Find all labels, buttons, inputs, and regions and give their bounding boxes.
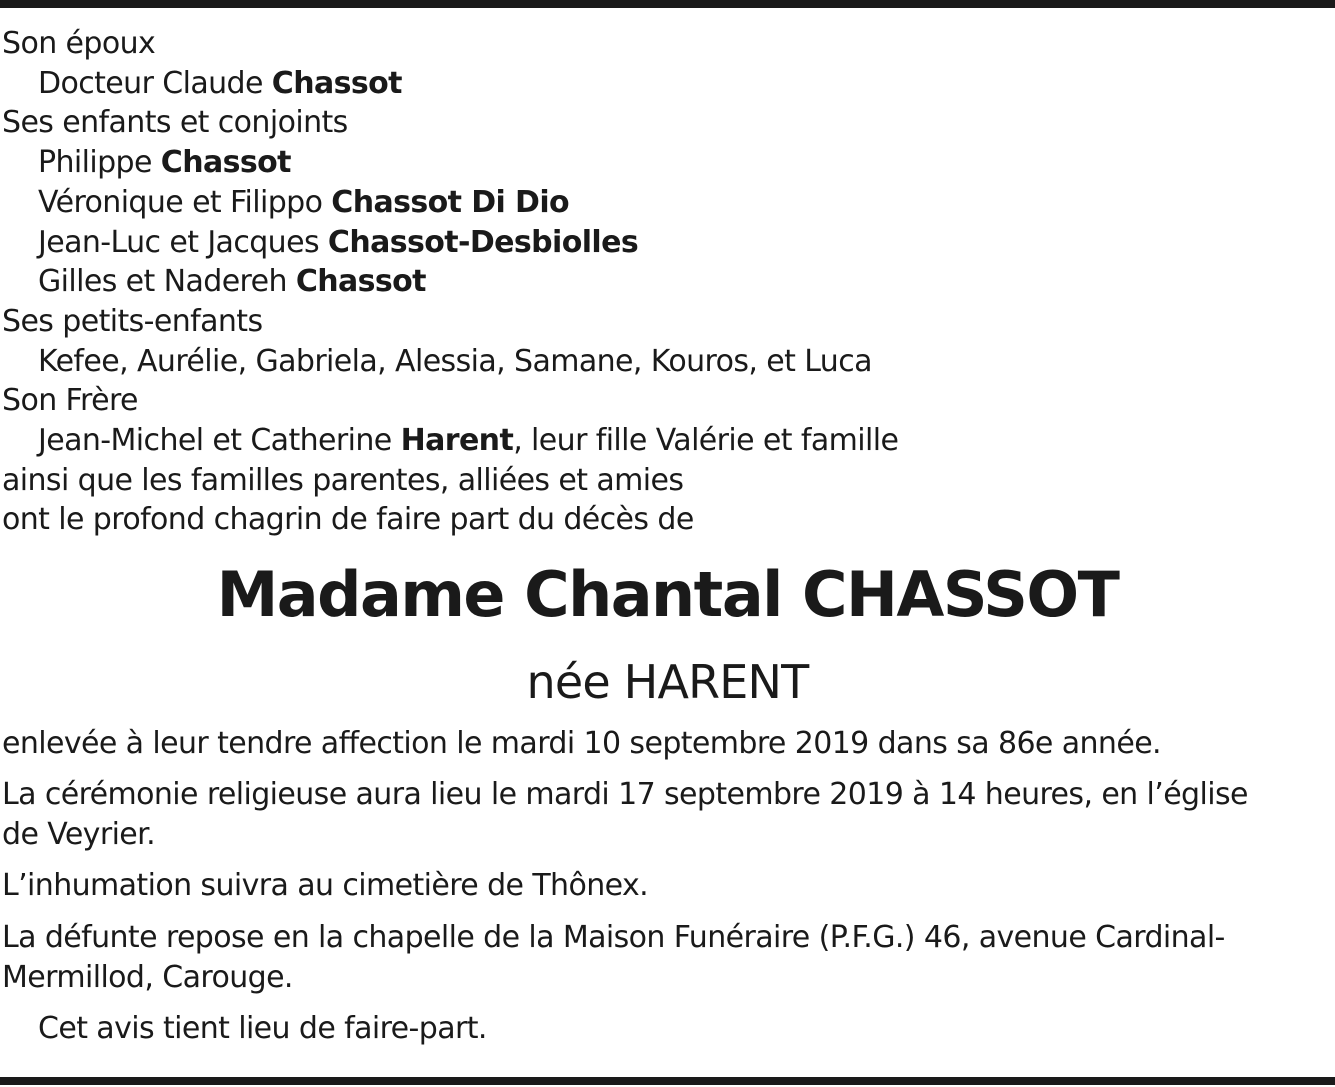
spouse-heading: Son époux (2, 26, 156, 61)
child-last-name: Chassot-Desbiolles (327, 224, 639, 260)
child-entry (2, 223, 1332, 263)
deceased-name: Madame Chantal CHASSOT (216, 558, 1119, 631)
child-entry (2, 262, 1332, 302)
closing-line: ainsi que les familles parentes, alliées et amies (2, 462, 684, 498)
deceased-maiden-name: née HARENT (526, 655, 809, 709)
bottom-border-rule (0, 1077, 1335, 1085)
child-last-name: Chassot (295, 264, 426, 300)
repose-line: La défunte repose en la chapelle de la Maison Funéraire (P.F.G.) 46, avenue Cardinal- (2, 920, 1225, 955)
repose-line: Mermillod, Carouge. (2, 959, 293, 995)
child-last-name: Chassot Di Dio (331, 184, 570, 220)
child-first-names: Véronique et Filippo (38, 184, 323, 220)
burial-details: L’inhumation suivra au cimetière de Thônex. (2, 868, 649, 903)
ceremony-details (2, 775, 1333, 854)
child-first-names: Gilles et Nadereh (38, 264, 287, 300)
ceremony-line: La cérémonie religieuse aura lieu le mardi 17 septembre 2019 à 14 heures, en l’église (2, 777, 1248, 812)
spouse-last-name: Chassot (271, 65, 402, 101)
notice-text: Cet avis tient lieu de faire-part. (38, 1011, 487, 1046)
repose-details (2, 918, 1333, 997)
top-border-rule (0, 0, 1335, 8)
ceremony-line: de Veyrier. (2, 816, 156, 852)
child-entry (2, 143, 1332, 183)
family-announcement (2, 24, 1332, 540)
child-entry (2, 183, 1332, 223)
spouse-name (2, 64, 1332, 104)
death-notice-text: enlevée à leur tendre affection le mardi 10 septembre 2019 dans sa 86e année. (2, 726, 1161, 761)
child-last-name: Chassot (160, 145, 291, 181)
grandchildren-names: Kefee, Aurélie, Gabriela, Alessia, Samane, Kouros, et Luca (38, 343, 872, 379)
child-first-names: Philippe (38, 145, 152, 181)
sibling-suffix: , leur fille Valérie et famille (513, 423, 899, 459)
grandchildren-heading: Ses petits-enfants (2, 303, 263, 339)
sibling-first-names: Jean-Michel et Catherine (38, 423, 392, 459)
sibling-last-name: Harent (400, 423, 514, 459)
child-first-names: Jean-Luc et Jacques (38, 224, 319, 260)
sibling-heading: Son Frère (2, 383, 138, 419)
closing-line: ont le profond chagrin de faire part du décès de (2, 502, 694, 538)
children-heading: Ses enfants et conjoints (2, 105, 348, 141)
spouse-first-name: Docteur Claude (38, 65, 263, 101)
sibling-entry (2, 421, 1332, 461)
